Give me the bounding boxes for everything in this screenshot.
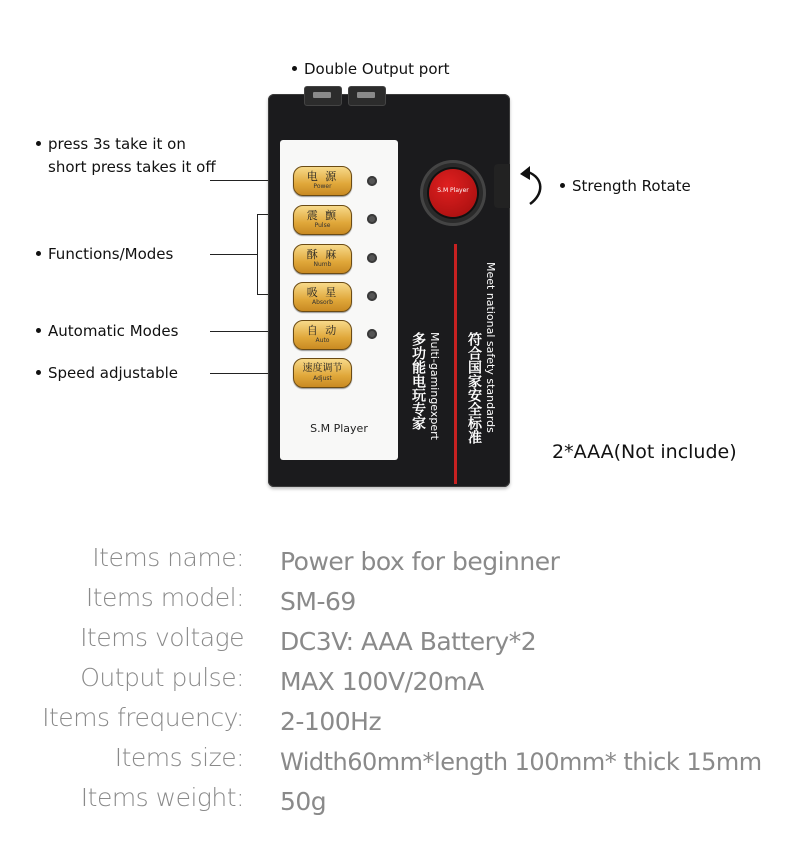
panel-brand: S.M Player [310,422,368,435]
numb-button[interactable]: 酥 麻 Numb [293,244,352,274]
callout-speed: Speed adjustable [36,362,178,385]
adjust-button[interactable]: 速度调节 Adjust [293,358,352,388]
spec-value-size: Width60mm*length 100mm* thick 15mm [280,748,762,776]
strength-knob[interactable] [420,160,486,226]
bullet-icon [36,141,41,146]
spec-label-voltage: Items voltage [80,623,244,652]
pulse-button[interactable]: 震 颤 Pulse [293,205,352,235]
callout-strength: Strength Rotate [560,175,691,198]
knob-wheel[interactable] [494,164,510,208]
bullet-icon [292,66,297,71]
numb-led [367,253,377,263]
power-box-device [268,94,510,487]
auto-led [367,329,377,339]
pulse-led [367,214,377,224]
accent-stripe [454,244,457,484]
vertical-text-cn-1: 多功能电玩专家 [410,332,426,430]
callout-automatic: Automatic Modes [36,320,178,343]
spec-label-frequency: Items frequency: [42,703,244,732]
leader-line [210,254,257,255]
spec-label-model: Items model: [85,583,244,612]
absorb-button[interactable]: 吸 星 Absorb [293,282,352,312]
vertical-text-en-1: Multi-gamingexpert [428,332,441,440]
control-panel [280,140,398,460]
callout-power: press 3s take it on short press takes it off [36,133,216,179]
spec-value-pulse: MAX 100V/20mA [280,667,484,696]
bullet-icon [560,183,565,188]
rotate-arrow-icon [514,164,548,206]
bullet-icon [36,370,41,375]
vertical-text-en-2: Meet national safety standards [484,262,497,433]
auto-button[interactable]: 自 动 Auto [293,320,352,350]
power-led [367,176,377,186]
spec-value-voltage: DC3V: AAA Battery*2 [280,627,537,656]
spec-value-name: Power box for beginner [280,547,560,576]
spec-label-weight: Items weight: [80,783,244,812]
absorb-led [367,291,377,301]
battery-note: 2*AAA(Not include) [552,441,737,463]
spec-label-size: Items size: [114,743,244,772]
spec-label-pulse: Output pulse: [80,663,244,692]
spec-label-name: Items name: [92,543,244,572]
callout-functions: Functions/Modes [36,243,173,266]
spec-value-model: SM-69 [280,587,356,616]
spec-value-frequency: 2-100Hz [280,707,382,736]
spec-value-weight: 50g [280,787,327,816]
bullet-icon [36,251,41,256]
output-port-right [348,86,386,106]
vertical-text-cn-2: 符合国家安全标准 [466,332,482,444]
callout-output-port: Double Output port [292,58,450,81]
bracket-line [257,214,258,294]
power-button[interactable]: 电 源 Power [293,166,352,196]
knob-cap: S.M Player [429,169,477,217]
bullet-icon [36,328,41,333]
output-port-left [304,86,342,106]
